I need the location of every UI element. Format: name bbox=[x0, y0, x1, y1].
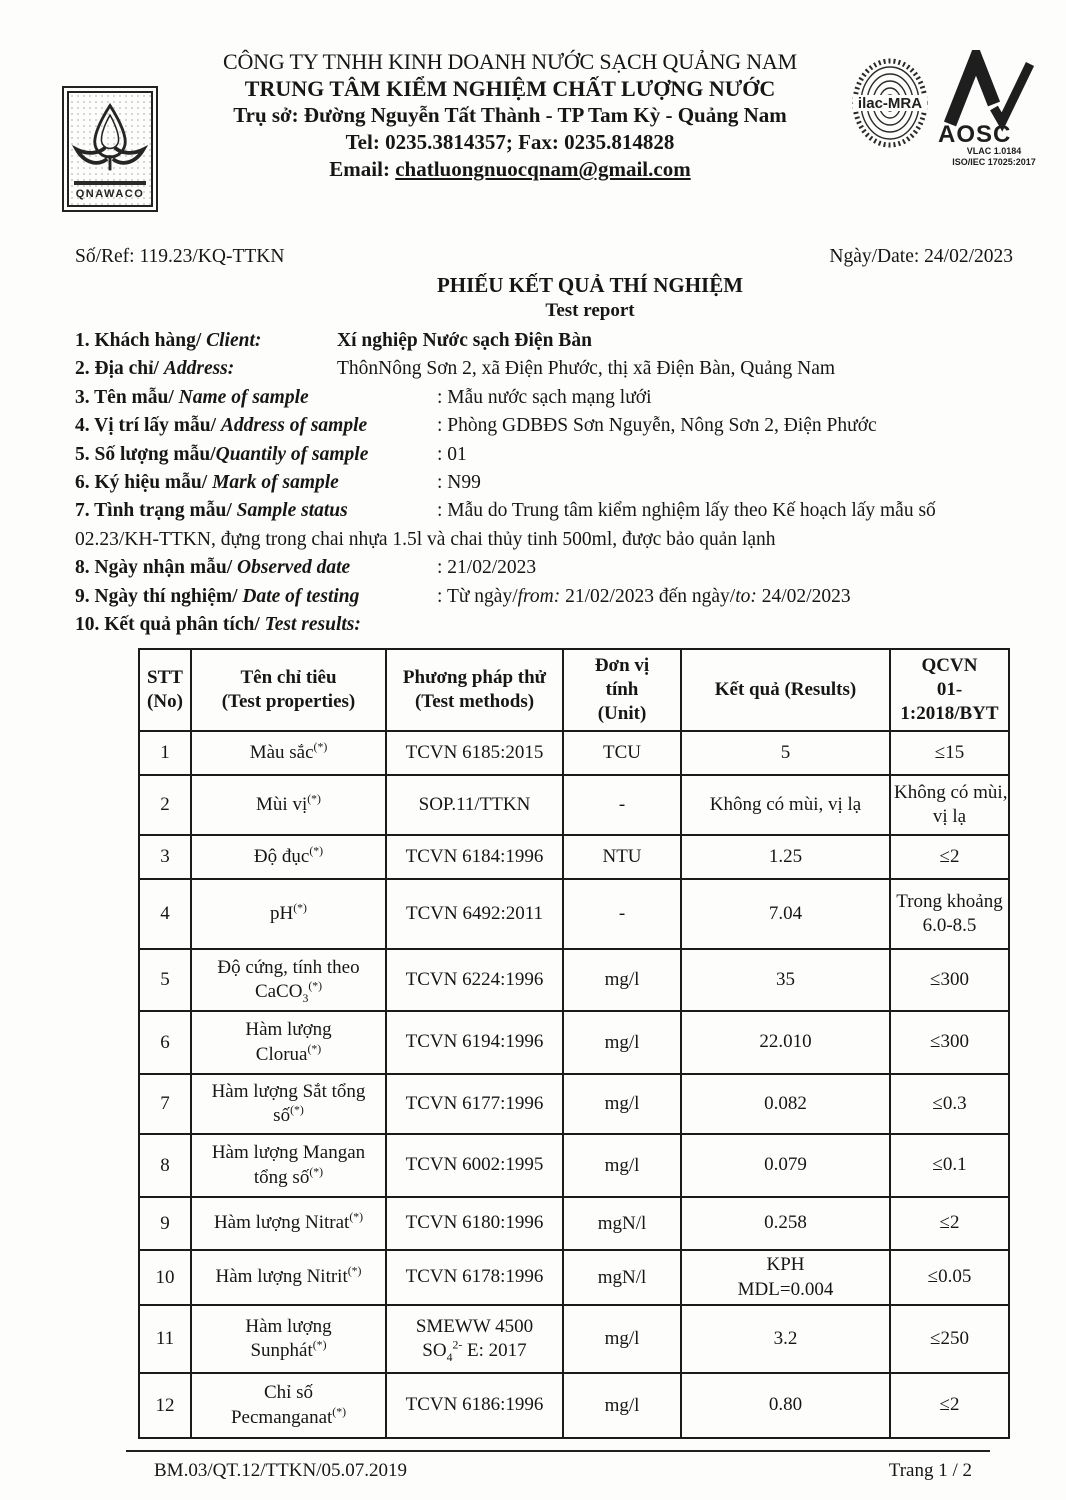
cell-unit: mg/l bbox=[563, 1373, 681, 1438]
info-item-7 bbox=[75, 500, 1013, 528]
table-row bbox=[139, 775, 1009, 835]
cell-result: 7.04 bbox=[681, 879, 890, 949]
cell-no: 7 bbox=[139, 1074, 191, 1134]
info-label: 10. Kết quả phân tích/ Test results: bbox=[75, 613, 361, 635]
company-email-line bbox=[160, 156, 860, 183]
company-telfax: Tel: 0235.3814357; Fax: 0235.814828 bbox=[345, 130, 675, 154]
cell-limit: Trong khoảng 6.0-8.5 bbox=[890, 879, 1009, 949]
cell-result: 35 bbox=[681, 949, 890, 1011]
page-number: Trang 1 / 2 bbox=[888, 1460, 972, 1481]
cell-result: 0.079 bbox=[681, 1134, 890, 1197]
cell-unit: mg/l bbox=[563, 1305, 681, 1373]
info-item-4 bbox=[75, 415, 1013, 443]
info-value: : Mẫu nước sạch mạng lưới bbox=[437, 386, 652, 408]
center-name: TRUNG TÂM KIỂM NGHIỆM CHẤT LƯỢNG NƯỚC bbox=[244, 76, 776, 101]
col-header-no: STT (No) bbox=[139, 649, 191, 731]
page-footer bbox=[126, 1450, 990, 1482]
cell-property: Chỉ số Pecmanganat(*) bbox=[191, 1373, 386, 1438]
table-row bbox=[139, 1373, 1009, 1438]
cell-limit: ≤2 bbox=[890, 835, 1009, 879]
col-header-result: Kết quả (Results) bbox=[681, 649, 890, 731]
info-value: : 01 bbox=[437, 443, 467, 465]
cell-result: 3.2 bbox=[681, 1305, 890, 1373]
col-header-unit: Đơn vị tính (Unit) bbox=[563, 649, 681, 731]
info-label: 9. Ngày thí nghiệm/ Date of testing bbox=[75, 585, 360, 607]
info-label: 3. Tên mẫu/ Name of sample bbox=[75, 386, 309, 408]
cell-property: Hàm lượng Nitrat(*) bbox=[191, 1197, 386, 1250]
aosc-label: AOSC bbox=[938, 121, 1012, 148]
cell-unit: NTU bbox=[563, 835, 681, 879]
info-item-8 bbox=[75, 557, 1013, 585]
info-value: : Phòng GDBĐS Sơn Nguyễn, Nông Sơn 2, Điện Phước bbox=[437, 415, 877, 437]
info-label: 2. Địa chỉ/ Address: bbox=[75, 358, 235, 380]
cell-method: TCVN 6002:1995 bbox=[386, 1134, 563, 1197]
cell-property: Hàm lượng Nitrit(*) bbox=[191, 1250, 386, 1305]
cell-result: 0.258 bbox=[681, 1197, 890, 1250]
info-label: 7. Tình trạng mẫu/ Sample status bbox=[75, 500, 348, 522]
cell-method: TCVN 6492:2011 bbox=[386, 879, 563, 949]
qnawaco-stamp-inner bbox=[67, 91, 153, 207]
page-subtitle: Test report bbox=[545, 300, 635, 321]
cell-no: 1 bbox=[139, 731, 191, 775]
page-title: PHIẾU KẾT QUẢ THÍ NGHIỆM bbox=[436, 273, 744, 297]
cell-result: 5 bbox=[681, 731, 890, 775]
form-code: BM.03/QT.12/TTKN/05.07.2019 bbox=[154, 1460, 407, 1481]
cell-limit: ≤0.1 bbox=[890, 1134, 1009, 1197]
info-value: Xí nghiệp Nước sạch Điện Bàn bbox=[337, 330, 592, 351]
results-table bbox=[138, 648, 1010, 1439]
cell-no: 11 bbox=[139, 1305, 191, 1373]
info-item-2 bbox=[75, 358, 1013, 386]
ilac-mra-logo bbox=[851, 57, 929, 150]
cell-result: 0.80 bbox=[681, 1373, 890, 1438]
info-label: 6. Ký hiệu mẫu/ Mark of sample bbox=[75, 471, 339, 493]
cell-method: TCVN 6185:2015 bbox=[386, 731, 563, 775]
info-value: ThônNông Sơn 2, xã Điện Phước, thị xã Điện Bàn, Quảng Nam bbox=[337, 358, 836, 380]
title-block bbox=[130, 272, 1050, 324]
results-table-wrap bbox=[138, 648, 1008, 1439]
cell-unit: TCU bbox=[563, 731, 681, 775]
cell-method: TCVN 6184:1996 bbox=[386, 835, 563, 879]
email-label: Email: bbox=[329, 157, 390, 181]
cell-result: 0.082 bbox=[681, 1074, 890, 1134]
cell-no: 9 bbox=[139, 1197, 191, 1250]
table-row bbox=[139, 879, 1009, 949]
aosc-iso-standard: ISO/IEC 17025:2017 bbox=[952, 157, 1036, 167]
cell-limit: ≤2 bbox=[890, 1197, 1009, 1250]
cell-unit: mg/l bbox=[563, 1011, 681, 1074]
ref-number: Số/Ref: 119.23/KQ-TTKN bbox=[75, 246, 285, 267]
info-item-5 bbox=[75, 444, 1013, 472]
cell-property: Hàm lượng Sunphát(*) bbox=[191, 1305, 386, 1373]
cell-unit: - bbox=[563, 879, 681, 949]
info-item-1 bbox=[75, 330, 1013, 358]
cell-no: 10 bbox=[139, 1250, 191, 1305]
cell-method: SMEWW 4500 $SO_4^{2-}$ E: 2017 bbox=[386, 1305, 563, 1373]
table-row bbox=[139, 1250, 1009, 1305]
info-item-7-continuation: 02.23/KH-TTKN, đựng trong chai nhựa 1.5l và chai thủy tinh 500ml, được bảo quản lạnh bbox=[75, 528, 776, 550]
company-name: CÔNG TY TNHH KINH DOANH NƯỚC SẠCH QUẢNG NAM bbox=[223, 49, 797, 74]
cell-property: Màu sắc(*) bbox=[191, 731, 386, 775]
cell-result: 22.010 bbox=[681, 1011, 890, 1074]
aosc-accreditation-number: VLAC 1.0184 bbox=[966, 146, 1022, 156]
info-value: : Từ ngày/from: 21/02/2023 đến ngày/to: 24/02/2023 bbox=[437, 585, 851, 607]
cell-limit: ≤0.05 bbox=[890, 1250, 1009, 1305]
info-label: 1. Khách hàng/ Client: bbox=[75, 330, 262, 351]
table-row bbox=[139, 1197, 1009, 1250]
report-date: Ngày/Date: 24/02/2023 bbox=[829, 246, 1013, 267]
cell-property: pH(*) bbox=[191, 879, 386, 949]
cell-unit: mg/l bbox=[563, 1134, 681, 1197]
cell-result: KPH MDL=0.004 bbox=[681, 1250, 890, 1305]
info-label: 8. Ngày nhận mẫu/ Observed date bbox=[75, 557, 351, 579]
cell-limit: ≤0.3 bbox=[890, 1074, 1009, 1134]
cell-unit: mg/l bbox=[563, 1074, 681, 1134]
cell-limit: ≤250 bbox=[890, 1305, 1009, 1373]
email-link[interactable]: chatluongnuocqnam@gmail.com bbox=[395, 157, 691, 181]
water-drop-icon bbox=[69, 93, 151, 181]
info-item-10 bbox=[75, 614, 1013, 642]
info-list bbox=[75, 330, 1013, 642]
info-item-6 bbox=[75, 472, 1013, 500]
info-label: 5. Số lượng mẫu/Quantily of sample bbox=[75, 443, 369, 465]
stamp-company-abbr: QNAWACO bbox=[75, 188, 145, 200]
cell-unit: mgN/l bbox=[563, 1197, 681, 1250]
info-value: : 21/02/2023 bbox=[437, 557, 537, 579]
cell-no: 3 bbox=[139, 835, 191, 879]
cell-no: 4 bbox=[139, 879, 191, 949]
ilac-mra-label: ilac-MRA bbox=[857, 95, 923, 112]
col-header-limit: QCVN 01- 1:2018/BYT bbox=[890, 649, 1009, 731]
table-row bbox=[139, 1074, 1009, 1134]
cell-no: 12 bbox=[139, 1373, 191, 1438]
cell-unit: mg/l bbox=[563, 949, 681, 1011]
col-header-property: Tên chỉ tiêu (Test properties) bbox=[191, 649, 386, 731]
info-value: : N99 bbox=[437, 471, 481, 493]
col-header-method: Phương pháp thử (Test methods) bbox=[386, 649, 563, 731]
company-address: Trụ sở: Đường Nguyễn Tất Thành - TP Tam Kỳ - Quảng Nam bbox=[233, 103, 787, 127]
table-row bbox=[139, 1134, 1009, 1197]
info-label: 4. Vị trí lấy mẫu/ Address of sample bbox=[75, 415, 368, 437]
aosc-logo bbox=[936, 50, 1046, 170]
table-header-row bbox=[139, 649, 1009, 731]
cell-method: TCVN 6194:1996 bbox=[386, 1011, 563, 1074]
table-row bbox=[139, 1011, 1009, 1074]
cell-method: TCVN 6178:1996 bbox=[386, 1250, 563, 1305]
table-row bbox=[139, 835, 1009, 879]
cell-property: Độ đục(*) bbox=[191, 835, 386, 879]
qnawaco-stamp-logo bbox=[62, 86, 158, 212]
cell-limit: ≤300 bbox=[890, 949, 1009, 1011]
cell-result: Không có mùi, vị lạ bbox=[681, 775, 890, 835]
letterhead bbox=[160, 48, 860, 183]
results-body bbox=[139, 731, 1009, 1438]
info-item-3 bbox=[75, 387, 1013, 415]
cell-no: 5 bbox=[139, 949, 191, 1011]
cell-method: TCVN 6224:1996 bbox=[386, 949, 563, 1011]
cell-no: 2 bbox=[139, 775, 191, 835]
cell-unit: mgN/l bbox=[563, 1250, 681, 1305]
cell-method: TCVN 6186:1996 bbox=[386, 1373, 563, 1438]
cell-limit: ≤300 bbox=[890, 1011, 1009, 1074]
cell-limit: Không có mùi, vị lạ bbox=[890, 775, 1009, 835]
cell-property: Độ cứng, tính theo CaCO$_3$(*) bbox=[191, 949, 386, 1011]
cell-limit: ≤15 bbox=[890, 731, 1009, 775]
meta-row bbox=[75, 246, 1013, 268]
cell-property: Hàm lượng Sắt tổng số(*) bbox=[191, 1074, 386, 1134]
cell-unit: - bbox=[563, 775, 681, 835]
cell-result: 1.25 bbox=[681, 835, 890, 879]
cell-method: TCVN 6180:1996 bbox=[386, 1197, 563, 1250]
table-row bbox=[139, 1305, 1009, 1373]
info-value: : Mẫu do Trung tâm kiểm nghiệm lấy theo Kế hoạch lấy mẫu số bbox=[437, 500, 936, 522]
cell-property: Hàm lượng Clorua(*) bbox=[191, 1011, 386, 1074]
cell-no: 8 bbox=[139, 1134, 191, 1197]
cell-property: Mùi vị(*) bbox=[191, 775, 386, 835]
cell-method: TCVN 6177:1996 bbox=[386, 1074, 563, 1134]
cell-property: Hàm lượng Mangan tổng số(*) bbox=[191, 1134, 386, 1197]
table-row bbox=[139, 731, 1009, 775]
table-row bbox=[139, 949, 1009, 1011]
cell-no: 6 bbox=[139, 1011, 191, 1074]
cell-method: SOP.11/TTKN bbox=[386, 775, 563, 835]
cell-limit: ≤2 bbox=[890, 1373, 1009, 1438]
info-item-9 bbox=[75, 586, 1013, 614]
